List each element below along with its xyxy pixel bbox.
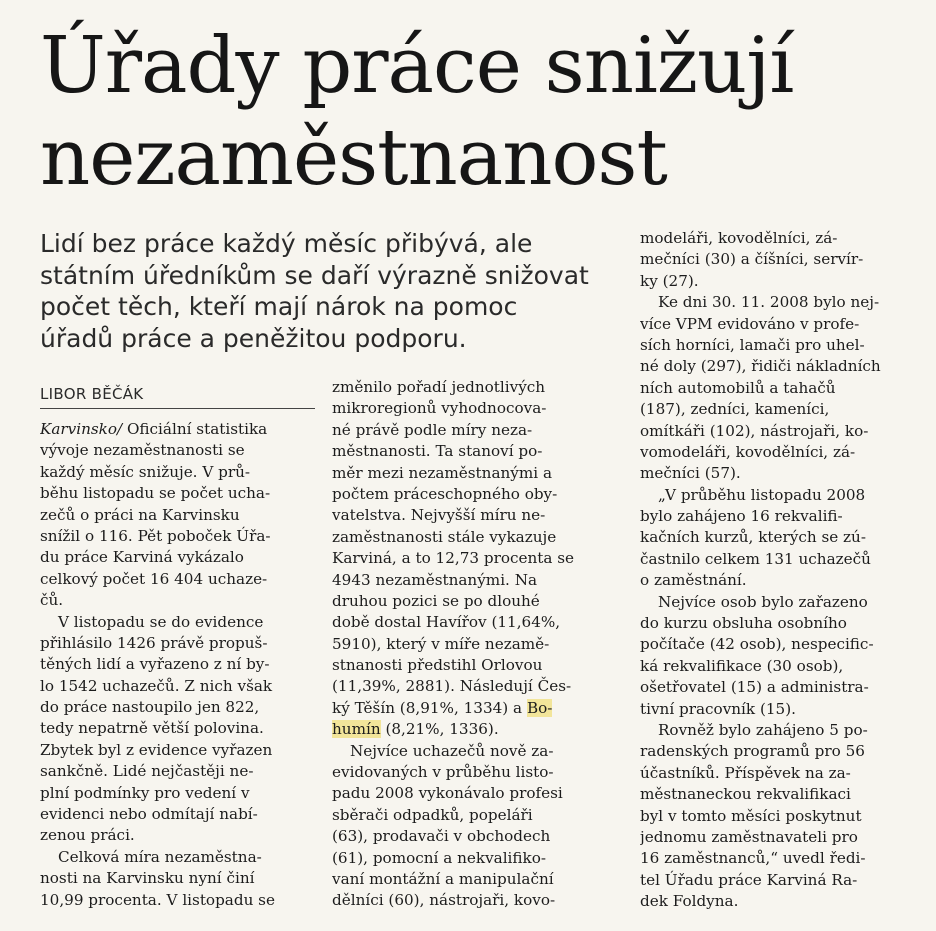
text-line: (63), prodavači v obchodech: [332, 827, 551, 846]
text-line: radenských programů pro 56: [640, 742, 865, 761]
text-line: zaměstnanosti stále vykazuje: [332, 527, 557, 546]
text-fragment: (8,21%, 1336).: [385, 720, 499, 739]
text-line: měr mezi nezaměstnanými a: [332, 463, 553, 482]
text-line: celkový počet 16 404 uchaze-: [40, 569, 268, 588]
text-line: sběrači odpadků, popeláři: [332, 805, 533, 824]
text-line: [332, 719, 619, 740]
highlighted-text: Bo-: [526, 698, 553, 717]
text-line: evidenci nebo odmítají nabí-: [40, 805, 258, 824]
text-line: městnaneckou rekvalifikaci: [640, 785, 851, 804]
text-line: tedy nepatrně větší polovina.: [40, 719, 264, 738]
headline: [40, 20, 920, 204]
text-line: přihlásilo 1426 právě propuš-: [40, 633, 268, 652]
text-line: 16 zaměstnanců,“ uvedl ředi-: [640, 849, 866, 868]
article-column-2: [332, 377, 619, 912]
text-line: zenou práci.: [40, 826, 135, 845]
text-line: mečníci (30) a číšníci, servír-: [640, 250, 864, 269]
text-line: V listopadu se do evidence: [58, 612, 264, 631]
text-line: zečů o práci na Karvinsku: [40, 505, 240, 524]
text-line: druhou pozici se po dlouhé: [332, 591, 540, 610]
text-line: [332, 698, 619, 719]
text-line: Karviná, a to 12,73 procenta se: [332, 549, 575, 568]
text-line: bylo zahájeno 16 rekvalifi-: [640, 507, 843, 526]
text-line: sankčně. Lidé nejčastěji ne-: [40, 762, 254, 781]
text-line: tivní pracovník (15).: [640, 699, 796, 718]
text-line: mečníci (57).: [640, 464, 741, 483]
text-line: těných lidí a vyřazeno z ní by-: [40, 655, 270, 674]
text-line: vývoje nezaměstnanosti se: [40, 441, 245, 460]
text-line: modeláři, kovodělníci, zá-: [640, 229, 838, 247]
text-line: o zaměstnání.: [640, 571, 747, 590]
text-line: do práce nastoupilo jen 822,: [40, 698, 260, 717]
deck-line: státním úředníkům se daří výrazně snižovat: [40, 260, 589, 290]
text-line: počítače (42 osob), nespecific-: [640, 635, 874, 654]
text-line: Nejvíce osob bylo zařazeno: [658, 592, 868, 611]
text-line: Celková míra nezaměstna-: [58, 847, 262, 866]
text-line: častnilo celkem 131 uchazečů: [640, 549, 871, 568]
text-line: účastníků. Příspěvek na za-: [640, 763, 851, 782]
text-line: změnilo pořadí jednotlivých: [332, 378, 546, 396]
text-line: ká rekvalifikace (30 osob),: [640, 656, 844, 675]
text-line: počtem práceschopného oby-: [332, 484, 558, 503]
text-line: dek Foldyna.: [640, 892, 739, 911]
text-line: více VPM evidováno v profe-: [640, 314, 860, 333]
text-fragment: Oficiální statistika: [126, 420, 268, 438]
text-line: (187), zedníci, kameníci,: [640, 400, 830, 419]
text-line: „V průběhu listopadu 2008: [658, 485, 866, 504]
dateline: Karvinsko/: [40, 420, 123, 438]
deck-subheadline: [40, 228, 625, 354]
text-line: né právě podle míry neza-: [332, 420, 533, 439]
deck-line: úřadů práce a peněžitou podporu.: [40, 323, 467, 353]
text-line: Rovněž bylo zahájeno 5 po-: [658, 720, 868, 739]
text-line: Ke dni 30. 11. 2008 bylo nej-: [658, 293, 880, 312]
headline-line: Úřady práce snižují: [40, 21, 794, 111]
text-line: 10,99 procenta. V listopadu se: [40, 890, 275, 909]
text-line: tel Úřadu práce Karviná Ra-: [640, 870, 858, 889]
text-line: vaní montážní a manipulační: [332, 869, 554, 888]
text-line: omítkáři (102), nástrojaři, ko-: [640, 421, 869, 440]
text-line: vomodeláři, kovodělníci, zá-: [640, 442, 856, 461]
text-line: 5910), který v míře nezamě-: [332, 634, 550, 653]
text-line: lo 1542 uchazečů. Z nich však: [40, 676, 273, 695]
text-line: dělníci (60), nástrojaři, kovo-: [332, 891, 556, 910]
text-line: ošetřovatel (15) a administra-: [640, 678, 869, 697]
article-column-3: [640, 228, 930, 913]
text-line: ních automobilů a tahačů: [640, 378, 836, 397]
article-column-1: [40, 419, 318, 911]
text-fragment: ký Těšín (8,91%, 1334) a: [332, 698, 523, 717]
text-line: né doly (297), řidiči nákladních: [640, 357, 881, 376]
text-line: době dostal Havířov (11,64%,: [332, 613, 561, 632]
text-line: ky (27).: [640, 271, 699, 290]
text-line: Zbytek byl z evidence vyřazen: [40, 740, 273, 759]
text-line: nosti na Karvinsku nyní činí: [40, 869, 255, 888]
headline-line: nezaměstnanost: [40, 113, 667, 203]
deck-line: Lidí bez práce každý měsíc přibývá, ale: [40, 229, 533, 258]
text-line: du práce Karviná vykázalo: [40, 548, 244, 567]
byline: LIBOR BĚČÁK: [40, 383, 315, 409]
text-line: každý měsíc snižuje. V prů-: [40, 462, 251, 481]
text-line: mikroregionů vyhodnocova-: [332, 399, 547, 418]
text-line: jednomu zaměstnavateli pro: [640, 827, 858, 846]
highlighted-text: humín: [332, 720, 381, 739]
text-line: 4943 nezaměstnanými. Na: [332, 570, 538, 589]
text-line: vatelstva. Nejvyšší míru ne-: [332, 506, 546, 525]
text-line: Nejvíce uchazečů nově za-: [350, 741, 554, 760]
text-line: kačních kurzů, kterých se zú-: [640, 528, 866, 547]
text-line: snížil o 116. Pět poboček Úřa-: [40, 526, 271, 545]
text-line: evidovaných v průběhu listo-: [332, 763, 554, 782]
text-line: plní podmínky pro vedení v: [40, 783, 250, 802]
text-line: (11,39%, 2881). Následují Čes-: [332, 677, 572, 696]
text-line: [40, 419, 318, 440]
text-line: do kurzu obsluha osobního: [640, 614, 847, 633]
text-line: stnanosti předstihl Orlovou: [332, 656, 543, 675]
text-line: běhu listopadu se počet ucha-: [40, 484, 271, 503]
text-line: (61), pomocní a nekvalifiko-: [332, 848, 547, 867]
text-line: padu 2008 vykonávalo profesi: [332, 784, 563, 803]
text-line: čů.: [40, 591, 64, 610]
deck-line: počet těch, kteří mají nárok na pomoc: [40, 292, 518, 322]
text-line: sích horníci, lamači pro uhel-: [640, 335, 865, 354]
text-line: městnanosti. Ta stanoví po-: [332, 442, 543, 461]
text-line: byl v tomto měsíci poskytnut: [640, 806, 862, 825]
